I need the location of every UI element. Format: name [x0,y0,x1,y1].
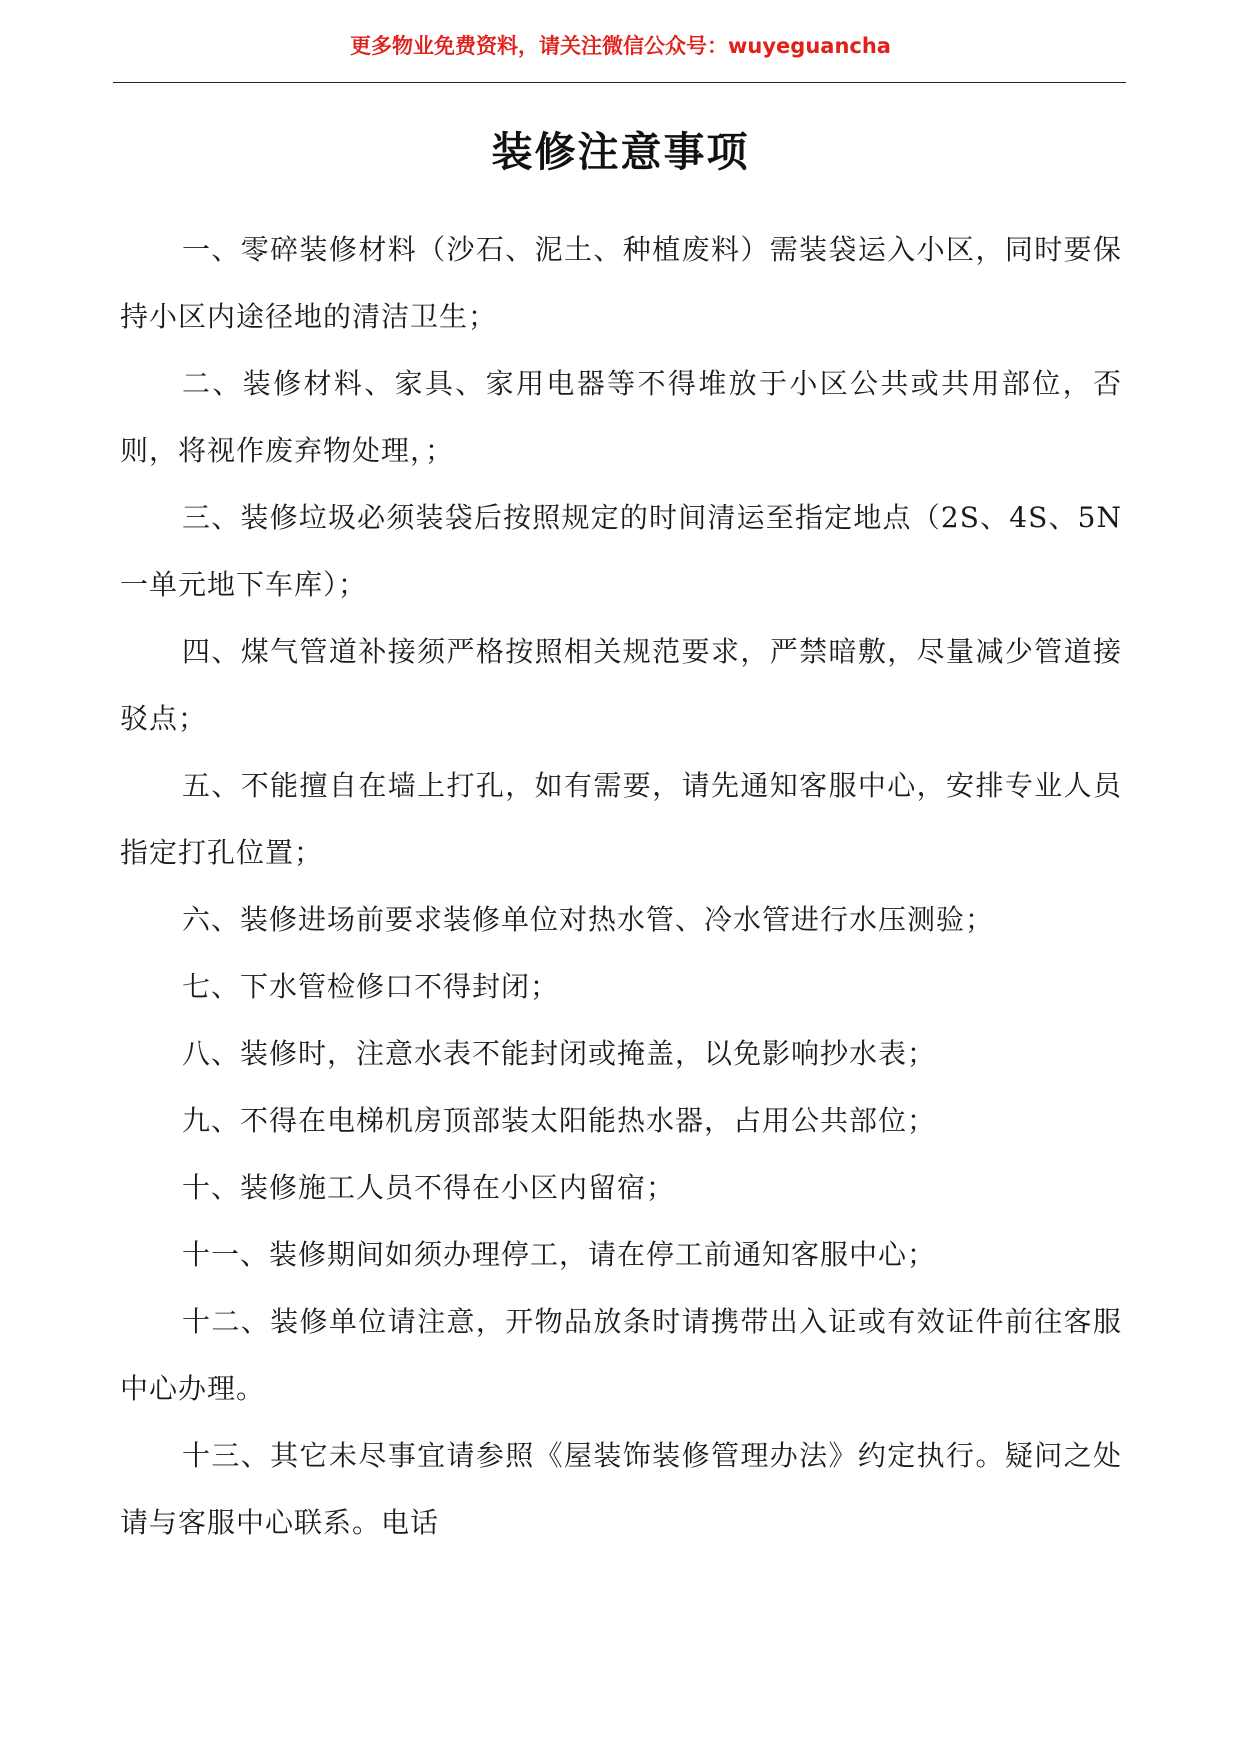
header-promo-note: 更多物业免费资料，请关注微信公众号：wuyeguancha [350,34,891,58]
notice-item-9: 九、不得在电梯机房顶部装太阳能热水器，占用公共部位； [182,1104,937,1137]
notice-item-6: 六、装修进场前要求装修单位对热水管、冷水管进行水压测验； [182,903,995,936]
notice-item-2: 二、装修材料、家具、家用电器等不得堆放于小区公共或共用部位，否则，将视作废弃物处理，； [120,367,1122,467]
notice-item-7: 七、下水管检修口不得封闭； [182,970,560,1003]
notice-item-12: 十二、装修单位请注意，开物品放条时请携带出入证或有效证件前往客服中心办理。 [120,1305,1122,1405]
notice-item-5: 五、不能擅自在墙上打孔，如有需要，请先通知客服中心，安排专业人员指定打孔位置； [120,769,1122,869]
notice-item-8: 八、装修时，注意水表不能封闭或掩盖，以免影响抄水表； [182,1037,937,1070]
notice-item-3: 三、装修垃圾必须装袋后按照规定的时间清运至指定地点（2S、4S、5N一单元地下车库）； [120,501,1122,601]
notice-item-13: 十三、其它未尽事宜请参照《屋装饰装修管理办法》约定执行。疑问之处请与客服中心联系。电话 [120,1439,1122,1539]
notice-item-4: 四、煤气管道补接须严格按照相关规范要求，严禁暗敷，尽量减少管道接驳点； [120,635,1122,735]
notice-item-11: 十一、装修期间如须办理停工，请在停工前通知客服中心； [182,1238,937,1271]
notice-item-1: 一、零碎装修材料（沙石、泥土、种植废料）需装袋运入小区，同时要保持小区内途径地的清洁卫生； [120,233,1122,333]
header-divider [113,82,1126,83]
notice-body [120,216,1122,1556]
notice-item-10: 十、装修施工人员不得在小区内留宿； [182,1171,676,1204]
document-title: 装修注意事项 [491,128,750,177]
